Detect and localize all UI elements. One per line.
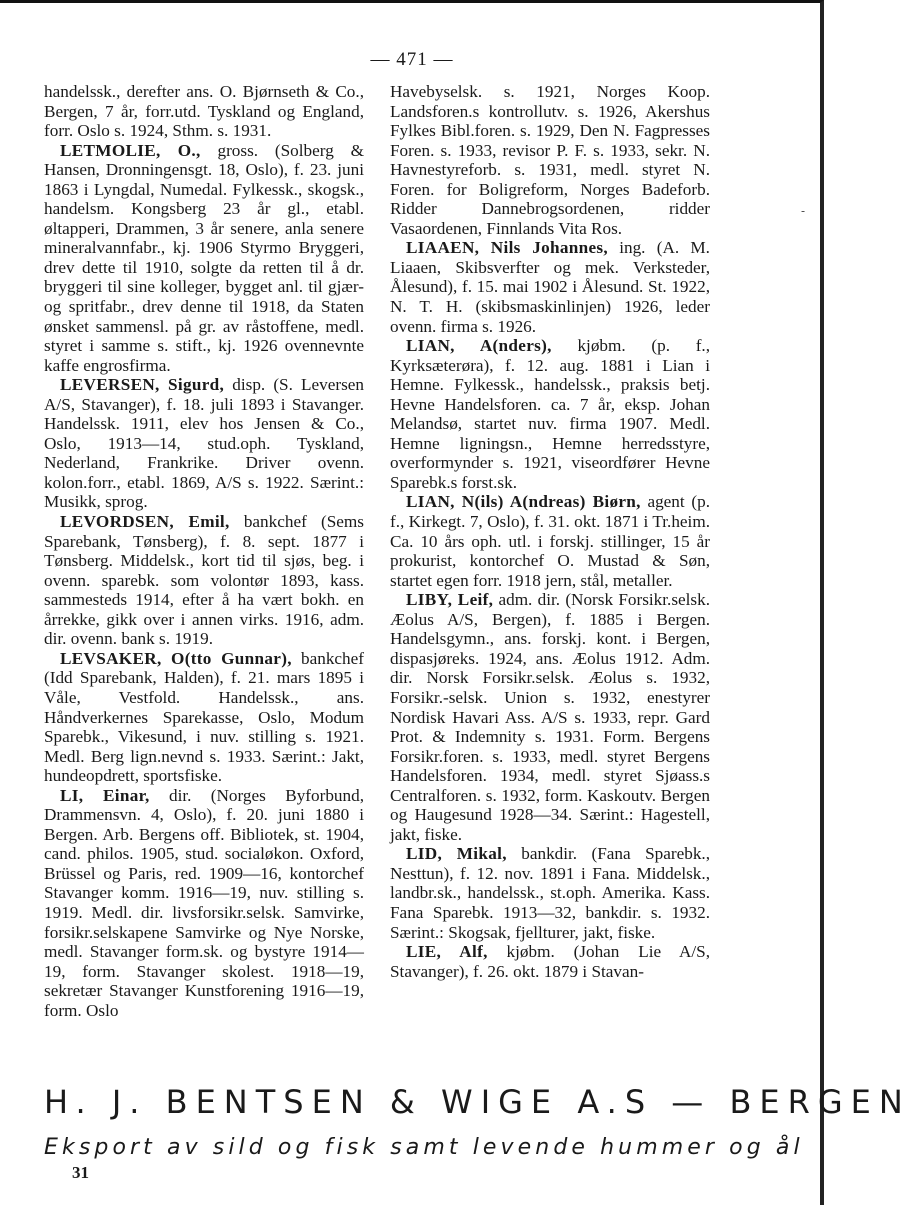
entry-text: ing. (A. M. Liaaen, Skibsverfter og mek. Verksteder, Ålesund), f. 15. mai 1902 i Ålesund. St. 1922, N. T. H. (skibsmaskinlinjen) 1926, leder ovenn. firma s. 1926. bbox=[390, 238, 710, 336]
entry-name: LEVSAKER, O(tto Gunnar), bbox=[60, 648, 292, 668]
sheet-number: 31 bbox=[72, 1163, 89, 1182]
directory-entry bbox=[44, 649, 364, 786]
directory-entry bbox=[44, 375, 364, 512]
entry-text: dir. (Norges Byforbund, Drammensvn. 4, Oslo), f. 20. juni 1880 i Bergen. Arb. Bergens off. Bibliotek, st. 1904, cand. philos. 1905, stud. socialøkon. Oxford, Brüssel og Paris, red. 1909—16, kontorchef Stavanger komm. 1916—19, nuv. stilling s. 1919. Medl. dir. livsforsikr.selsk. Samvirke, forsikr.selskapene Samvirke og Nye Norske, medl. Stavanger form.sk. og bystyre 1914—19, form. Stavanger skolest. 1918—19, sekretær Stavanger Kunstforening 1916—19, form. Oslo bbox=[44, 785, 364, 1020]
entry-name: LID, Mikal, bbox=[406, 844, 507, 864]
directory-entry bbox=[390, 238, 710, 336]
directory-entry bbox=[390, 942, 710, 981]
entry-text: kjøbm. (p. f., Kyrksæterøra), f. 12. aug. 1881 i Lian i Hemne. Fylkessk., handelssk., praksis betj. Hevne Handelsforen. ca. 7 år, eksp. Johan Melandsø, startet nuv. firma 1907. Medl. Hemne ligningsn., Hemne herredsstyre, overformynder s. 1921, viseordfører Hevne Sparebk.s forst.sk. bbox=[390, 336, 711, 492]
entry-text: adm. dir. (Norsk Forsikr.selsk. Æolus A/S, Bergen), f. 1885 i Bergen. Handelsgymn., ans. forskj. kont. i Bergen, dispasjøreks. 1924, ans. Æolus 1912. Adm. dir. Norsk Forsikr.selsk. Æolus s. 1932, Forsikr.-selsk. Union s. 1932, enestyrer Nordisk Havari Ass. A/S s. 1933, repr. Gard Prot. & Indemnity s. 1931. Form. Bergens Forsikr.foren. s. 1933, medl. styret Bergens Handelsforen. 1934, medl. styret Sjøass.s Centralforen. s. 1932, form. Kaskoutv. Bergen og Haugesund 1928—34. Særint.: Hagestell, jakt, fiske. bbox=[390, 590, 710, 844]
entry-text: handelssk., derefter ans. O. Bjørnseth & Co., Bergen, 7 år, forr.utd. Tyskland og England, forr. Oslo s. 1924, Sthm. s. 1931. bbox=[44, 82, 364, 141]
entry-text: bankchef (Sems Sparebank, Tønsberg), f. 8. sept. 1877 i Tønsberg. Middelsk., kort tid til sjøs, beg. i ovenn. sparebk. som volontør 1893, kass. sammesteds 1914, efter å ha vært bokh. en årrekke, gikk over i annen virks. 1916, adm. dir. ovenn. bank s. 1919. bbox=[44, 512, 364, 649]
entry-text: agent (p. f., Kirkegt. 7, Oslo), f. 31. okt. 1871 i Tr.heim. Ca. 10 års oph. utl. i forskj. stillinger, 15 år prokurist, kontorchef O. Mustad & Søn, startet egen forr. 1918 jern, stål, metaller. bbox=[390, 492, 710, 590]
entry-name: LIE, Alf, bbox=[406, 942, 488, 962]
directory-entry bbox=[390, 492, 710, 590]
margin-mark: - bbox=[801, 204, 806, 218]
entry-text: disp. (S. Leversen A/S, Stavanger), f. 18. juli 1893 i Stavanger. Handelssk. 1911, elev hos Jensen & Co., Oslo, 1913—14, stud.oph. Tyskland, Nederland, Frankrike. Driver ovenn. kolon.forr., etabl. 1869, A/S s. 1922. Særint.: Musikk, sprog. bbox=[44, 375, 365, 512]
ad-slogan: Eksport av sild og fisk samt levende hummer og ål bbox=[44, 1135, 804, 1160]
directory-entry bbox=[390, 590, 710, 844]
page-number: — 471 — bbox=[370, 49, 454, 70]
entry-name: LIAN, A(nders), bbox=[406, 336, 552, 356]
directory-entry bbox=[390, 336, 710, 492]
entry-text: Havebyselsk. s. 1921, Norges Koop. Landsforen.s kontrollutv. s. 1926, Akershus Fylkes Bibl.foren. s. 1929, Den N. Fagpresses Foren. s. 1933, revisor P. F. s. 1933, sekr. N. Havnestyreforb. s. 1931, medl. styret N. Foren. for Boligreform, Norges Badeforb. Ridder Dannebrogsordenen, ridder Vasaordenen, Finnlands Vita Ros. bbox=[390, 82, 710, 238]
footer-advertisement bbox=[44, 1083, 911, 1160]
entry-name: LEVORDSEN, Emil, bbox=[60, 512, 230, 532]
ad-company-name: H. J. BENTSEN & WIGE A.S — BERGEN bbox=[44, 1083, 911, 1121]
left-column bbox=[44, 82, 364, 1020]
directory-entry bbox=[44, 786, 364, 1021]
entry-text: bankdir. (Fana Sparebk., Nesttun), f. 12. nov. 1891 i Fana. Middelsk., landbr.sk., handelssk., st.oph. Amerika. Kass. Fana Sparebk. 1913—32, bankdir. s. 1932. Særint.: Skogsak, fjellturer, jakt, fiske. bbox=[390, 844, 711, 942]
continued-entry bbox=[44, 82, 364, 141]
entry-name: LEVERSEN, Sigurd, bbox=[60, 375, 225, 395]
directory-entry bbox=[44, 512, 364, 649]
entry-name: LIAN, N(ils) A(ndreas) Biørn, bbox=[406, 492, 641, 512]
entry-name: LIBY, Leif, bbox=[406, 590, 494, 610]
right-column bbox=[390, 82, 710, 981]
directory-entry bbox=[44, 141, 364, 376]
entry-name: LIAAEN, Nils Johannes, bbox=[406, 238, 608, 258]
entry-text: gross. (Solberg & Hansen, Dronningensgt. 18, Oslo), f. 23. juni 1863 i Lyngdal, Numedal. Fylkessk., skogsk., handelsm. Kongsberg 23 år gl., etabl. øltapperi, Drammen, 3 år senere, anla senere mineralvannfabr., kj. 1906 Styrmo Bryggeri, drev dette til 1910, solgte da retten til å dr. bryggeri til sine kolleger, bygget anl. til gjær- og spritfabr., drev denne til 1918, da Staten ønsket sammensl. på gr. av råstoffene, medl. styret i samme s. stift., kj. 1926 ovennevnte kaffe engrosfirma. bbox=[44, 140, 364, 375]
entry-name: LETMOLIE, O., bbox=[60, 140, 201, 160]
entry-text: bankchef (Idd Sparebank, Halden), f. 21. mars 1895 i Våle, Vestfold. Handelssk., ans. Håndverkernes Sparekasse, Oslo, Modum Sparebk., Vikesund, i nuv. stilling s. 1921. Medl. Berg lign.nevnd s. 1933. Særint.: Jakt, hundeopdrett, sportsfiske. bbox=[44, 648, 364, 786]
entry-text: kjøbm. (Johan Lie A/S, Stavanger), f. 26. okt. 1879 i Stavan- bbox=[390, 942, 711, 981]
entry-name: LI, Einar, bbox=[60, 785, 150, 805]
continued-entry bbox=[390, 82, 710, 238]
directory-entry bbox=[390, 844, 710, 942]
